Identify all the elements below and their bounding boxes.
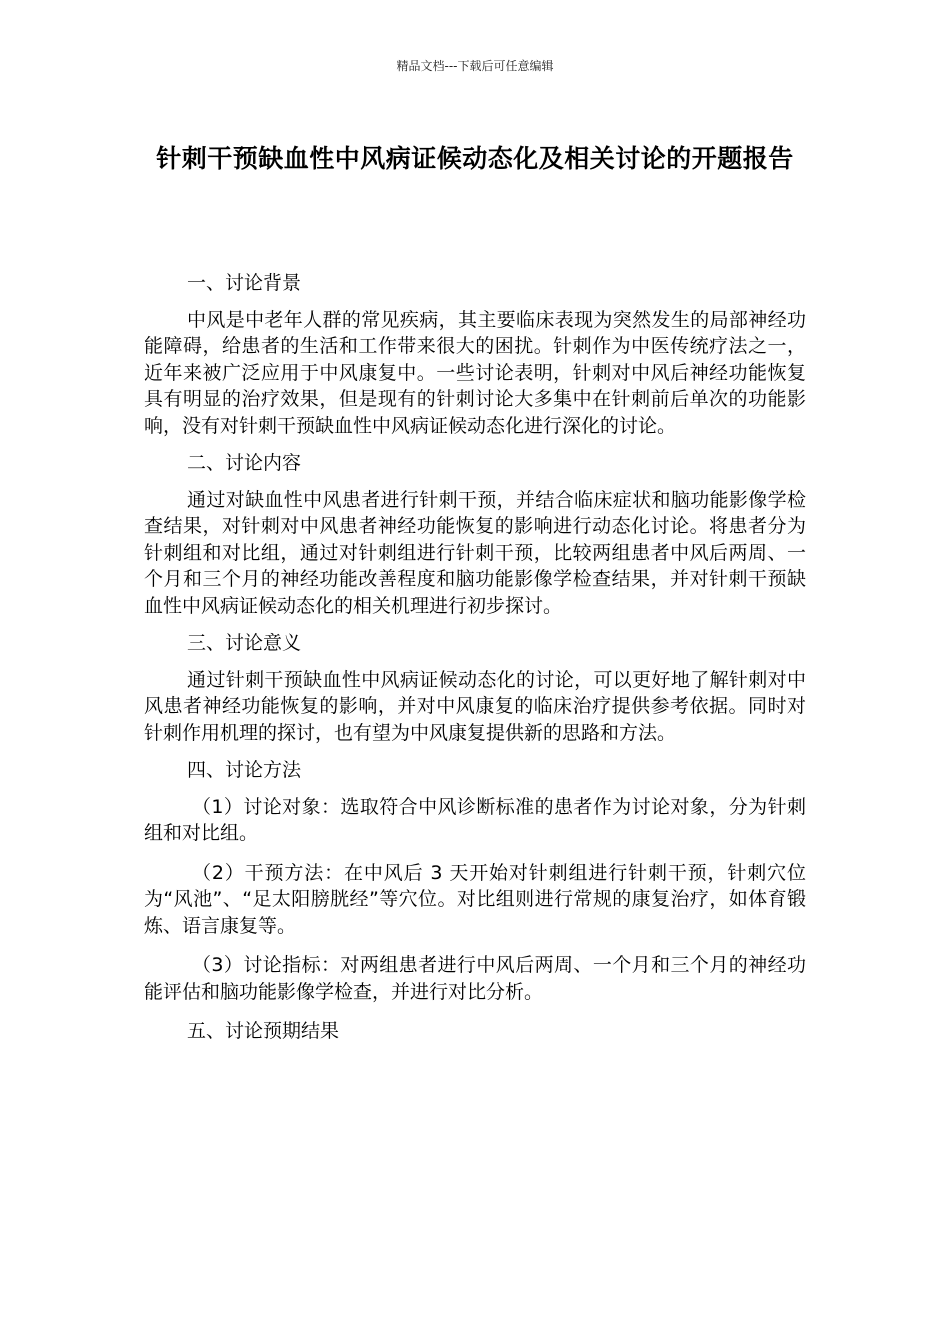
header-note: 精品文档---下载后可任意编辑 [396, 59, 554, 73]
method-item: （3）讨论指标：对两组患者进行中风后两周、一个月和三个月的神经功能评估和脑功能影像学检查，并进行对比分析。 [144, 954, 806, 1003]
section-heading: 三、讨论意义 [187, 632, 302, 654]
paragraph: 通过对缺血性中风患者进行针刺干预，并结合临床症状和脑功能影像学检查结果，对针刺对中风患者神经功能恢复的影响进行动态化讨论。将患者分为针刺组和对比组，通过对针刺组进行针刺干预，比较两组患者中风后两周、一个月和三个月的神经功能改善程度和脑功能影像学检查结果，并对针刺干预缺血性中风病证候动态化的相关机理进行初步探讨。 [144, 488, 806, 617]
section-heading: 五、讨论预期结果 [187, 1020, 340, 1042]
section-heading: 四、讨论方法 [187, 759, 302, 781]
document-body [144, 270, 806, 1055]
document-title: 针刺干预缺血性中风病证候动态化及相关讨论的开题报告 [156, 144, 794, 173]
method-item: （2）干预方法：在中风后 3 天开始对针刺组进行针刺干预，针刺穴位为“风池”、“足太阳膀胱经”等穴位。对比组则进行常规的康复治疗，如体育锻炼、语言康复等。 [144, 861, 806, 937]
paragraph: 中风是中老年人群的常见疾病，其主要临床表现为突然发生的局部神经功能障碍，给患者的生活和工作带来很大的困扰。针刺作为中医传统疗法之一，近年来被广泛应用于中风康复中。一些讨论表明，针刺对中风后神经功能恢复具有明显的治疗效果，但是现有的针刺讨论大多集中在针刺前后单次的功能影响，没有对针刺干预缺血性中风病证候动态化进行深化的讨论。 [144, 308, 806, 437]
section-heading: 一、讨论背景 [187, 272, 302, 294]
method-item: （1）讨论对象：选取符合中风诊断标准的患者作为讨论对象，分为针刺组和对比组。 [144, 795, 806, 844]
section-heading: 二、讨论内容 [187, 452, 302, 474]
paragraph: 通过针刺干预缺血性中风病证候动态化的讨论，可以更好地了解针刺对中风患者神经功能恢复的影响，并对中风康复的临床治疗提供参考依据。同时对针刺作用机理的探讨，也有望为中风康复提供新的思路和方法。 [144, 668, 806, 744]
